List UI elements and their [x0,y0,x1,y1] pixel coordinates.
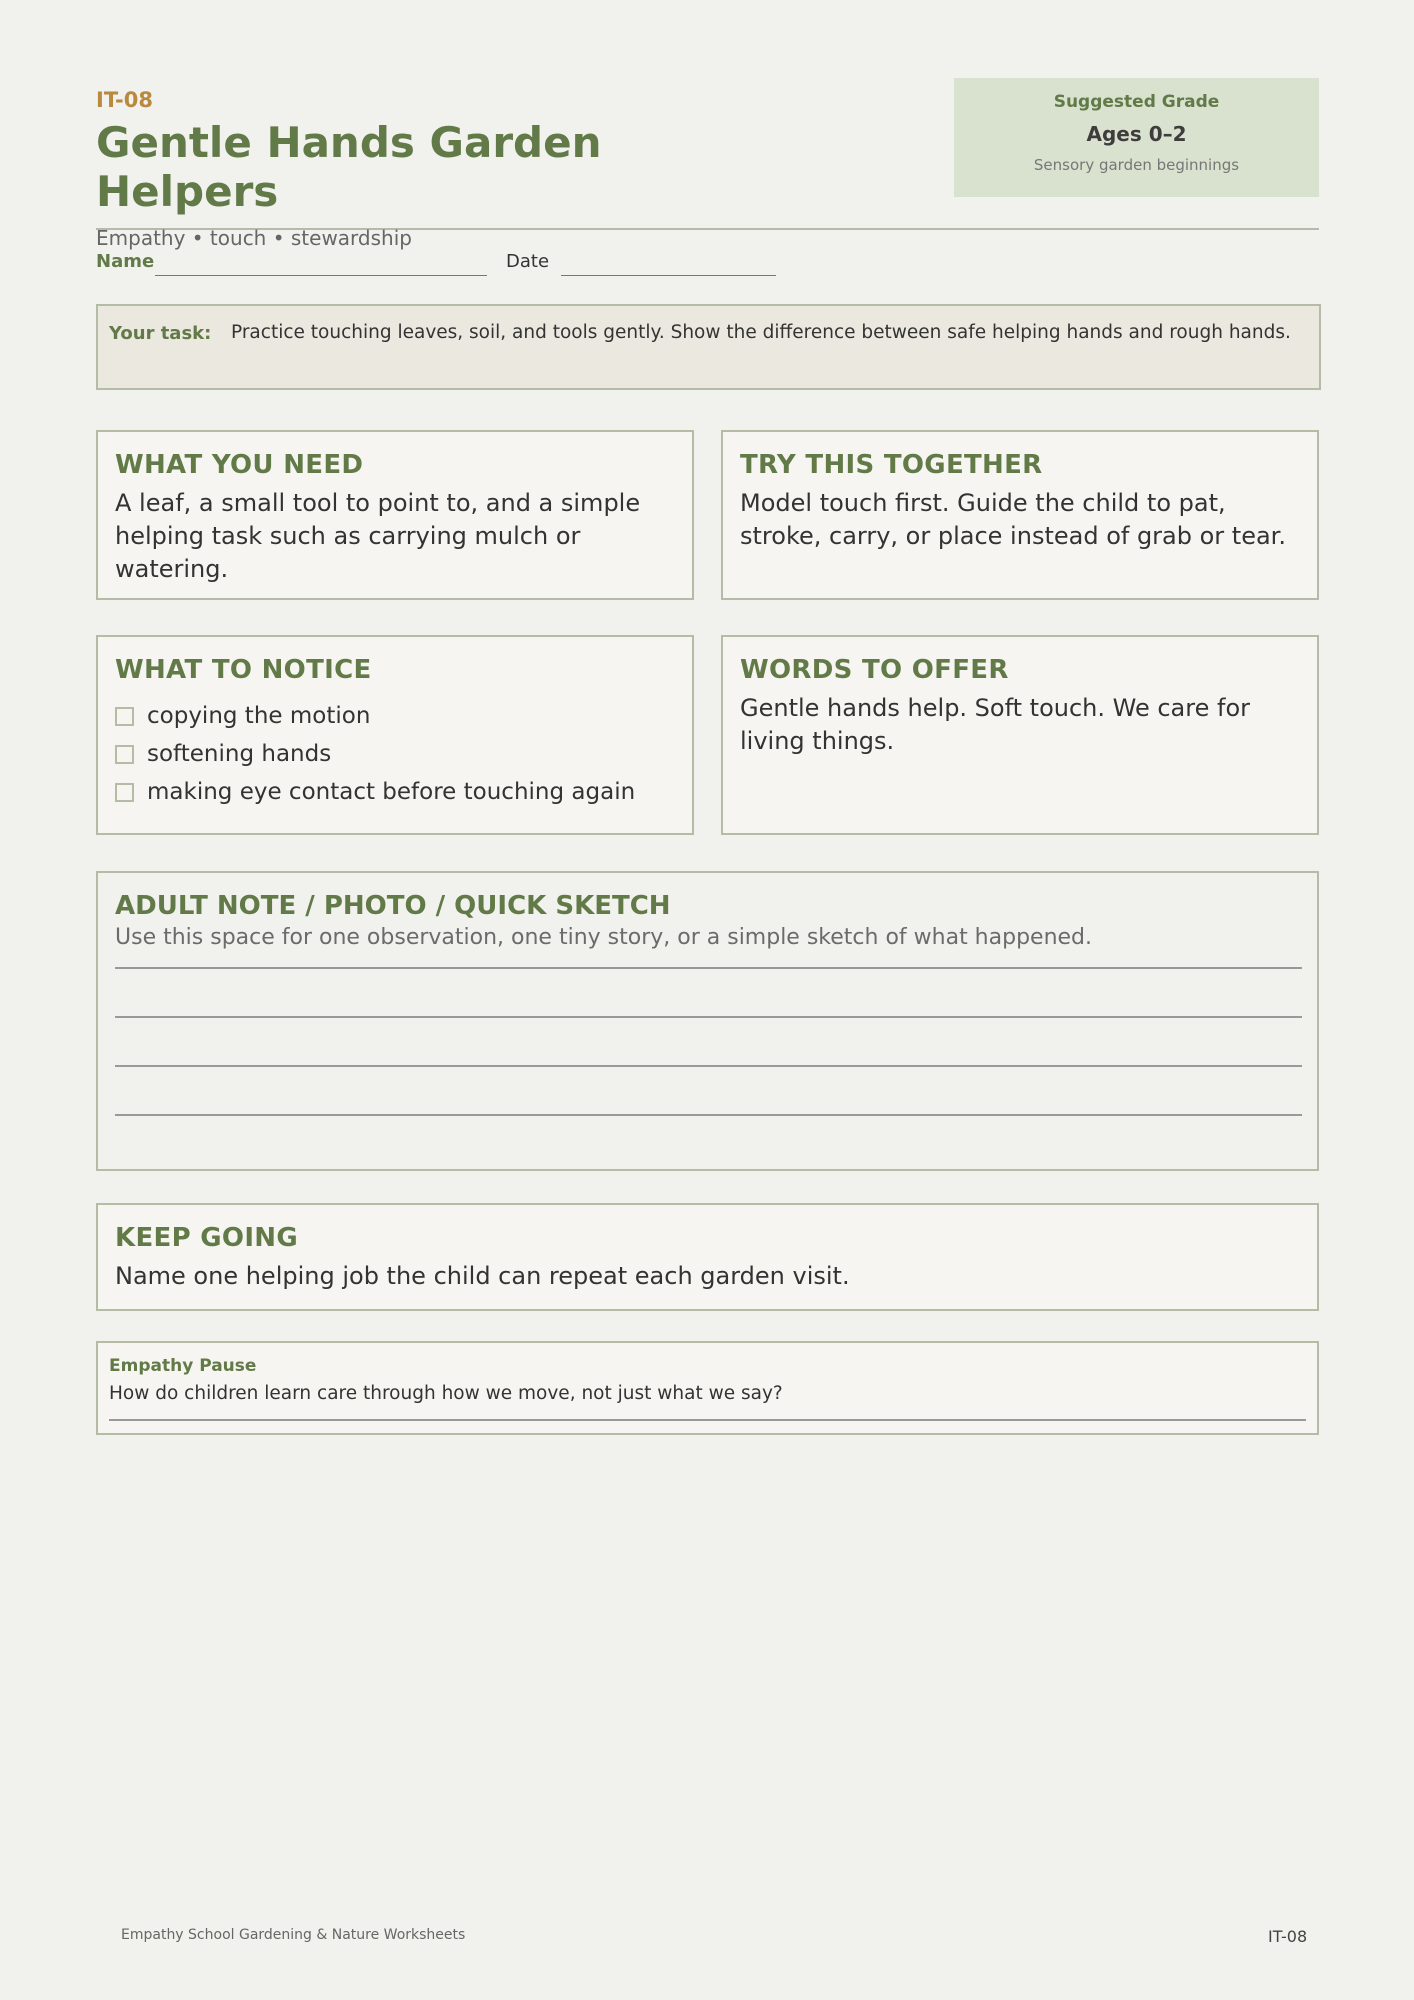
page-title: Gentle Hands Garden Helpers [96,118,602,216]
grade-value: Ages 0–2 [1086,122,1187,146]
try-this-together-card [721,430,1319,600]
checklist-item-label: copying the motion [147,703,371,729]
page-subtitle: Empathy • touch • stewardship [96,226,412,250]
adult-note-section [96,871,1319,1171]
notice-checklist [115,697,635,811]
answer-line[interactable] [109,1419,1306,1421]
writing-line[interactable] [115,1065,1302,1067]
checklist-item [115,697,635,735]
empathy-pause-box [96,1341,1319,1435]
grade-box [954,78,1319,197]
task-label: Your task: [109,323,212,344]
checkbox[interactable] [115,707,134,726]
checkbox[interactable] [115,745,134,764]
what-to-notice-card [96,635,694,835]
checklist-item-label: softening hands [147,741,332,767]
date-field-line[interactable] [561,275,776,276]
name-label: Name [96,251,155,272]
checkbox[interactable] [115,783,134,802]
card-body: Name one helping job the child can repeat each garden visit. [115,1262,850,1290]
section-hint: Use this space for one observation, one tiny story, or a simple sketch of what happened. [115,925,1093,950]
writing-line[interactable] [115,1114,1302,1116]
worksheet-code: IT-08 [96,88,153,112]
card-body: Gentle hands help. Soft touch. We care for living things. [740,694,1250,755]
card-heading: TRY THIS TOGETHER [740,450,1043,480]
task-box [96,304,1321,390]
card-heading: KEEP GOING [115,1223,298,1253]
grade-label: Suggested Grade [1053,92,1220,112]
grade-note: Sensory garden beginnings [1033,156,1240,174]
checklist-item [115,735,635,773]
pause-label: Empathy Pause [109,1356,257,1376]
task-text: Practice touching leaves, soil, and tools gently. Show the difference between safe helping hands and rough hands. [231,322,1291,343]
words-to-offer-card [721,635,1319,835]
name-field-line[interactable] [155,275,487,276]
card-heading: WHAT TO NOTICE [115,655,372,685]
footer-code: IT-08 [1268,1927,1308,1946]
what-you-need-card [96,430,694,600]
card-heading: WHAT YOU NEED [115,450,364,480]
writing-line[interactable] [115,967,1302,969]
section-heading: ADULT NOTE / PHOTO / QUICK SKETCH [115,891,671,921]
checklist-item-label: making eye contact before touching again [147,779,636,805]
card-body: A leaf, a small tool to point to, and a simple helping task such as carrying mulch or watering. [115,489,641,583]
pause-question: How do children learn care through how we move, not just what we say? [109,1383,783,1404]
keep-going-card [96,1203,1319,1311]
card-body: Model touch first. Guide the child to pat, stroke, carry, or place instead of grab or tear. [740,489,1286,550]
footer-series: Empathy School Gardening & Nature Worksheets [121,1927,466,1943]
card-heading: WORDS TO OFFER [740,655,1009,685]
checklist-item [115,773,635,811]
writing-line[interactable] [115,1016,1302,1018]
date-label: Date [506,251,550,272]
